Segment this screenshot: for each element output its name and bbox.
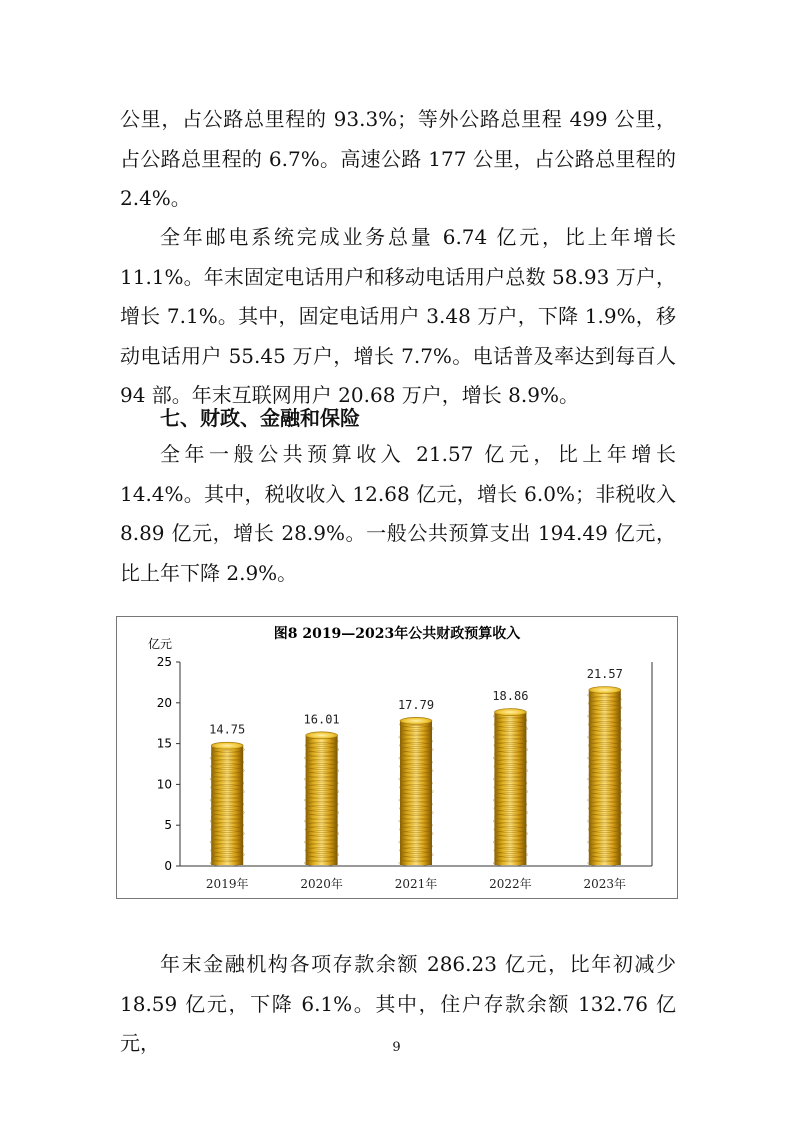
x-category-label: 2023年: [583, 877, 627, 891]
y-tick-label: 10: [156, 777, 172, 792]
bar-coin-stack-5: [588, 686, 622, 866]
y-tick-label: 5: [164, 818, 172, 833]
y-tick-label: 25: [156, 655, 172, 669]
coin-top-face: [589, 686, 621, 693]
bar-coin-stack-1: [210, 742, 244, 866]
coin-top-face: [400, 717, 432, 724]
bar-value-label: 16.01: [303, 712, 340, 727]
bar-value-label: 17.79: [397, 697, 435, 712]
budget-revenue-chart: [116, 616, 678, 899]
coin-top-face: [306, 732, 338, 739]
paragraph-budget: 全年一般公共预算收入 21.57 亿元，比上年增长 14.4%。其中，税收收入 12.68 亿元，增长 6.0%；非税收入 8.89 亿元，增长 28.9%。一般公共预算支出 194.49 亿元，比上年下降 2.9%。: [120, 442, 676, 585]
y-axis-unit-label: 亿元: [148, 637, 173, 651]
paragraph-post-telecom: 全年邮电系统完成业务总量 6.74 亿元，比上年增长 11.1%。年末固定电话用户和移动电话用户总数 58.93 万户，增长 7.1%。其中，固定电话用户 3.48 万户，下降 1.9%，移动电话用户 55.45 万户，增长 7.7%。电话普及率达到每百人 94 部。年末互联网用户 20.68 万户，增长 8.9%。: [120, 225, 676, 407]
coin-top-face: [211, 742, 243, 749]
section-heading-finance: 七、财政、金融和保险: [160, 406, 360, 430]
paragraph-deposits: 年末金融机构各项存款余额 286.23 亿元，比年初减少 18.59 亿元，下降 6.1%。其中，住户存款余额 132.76 亿元，: [120, 952, 676, 1055]
bar-value-label: 18.86: [492, 689, 529, 704]
paragraph-roads: 公里，占公路总里程的 93.3%；等外公路总里程 499 公里，占公路总里程的 6.7%。高速公路 177 公里，占公路总里程的 2.4%。: [120, 107, 676, 210]
x-category-label: 2021年: [394, 877, 438, 891]
bar-coin-stack-2: [304, 732, 338, 866]
bar-value-label: 21.57: [586, 666, 623, 681]
y-tick-label: 15: [156, 736, 172, 751]
chart-title: 图8 2019—2023年公共财政预算收入: [273, 626, 521, 642]
x-category-label: 2019年: [205, 877, 249, 891]
y-tick-label: 20: [156, 695, 172, 710]
page-number: 9: [392, 1040, 401, 1055]
y-tick-label: 0: [164, 859, 172, 873]
bar-coin-stack-3: [399, 717, 433, 866]
bar-coin-stack-4: [493, 709, 527, 866]
bar-value-label: 14.75: [209, 722, 246, 737]
x-category-label: 2022年: [489, 877, 532, 891]
coin-top-face: [494, 709, 526, 716]
x-category-label: 2020年: [300, 877, 343, 891]
